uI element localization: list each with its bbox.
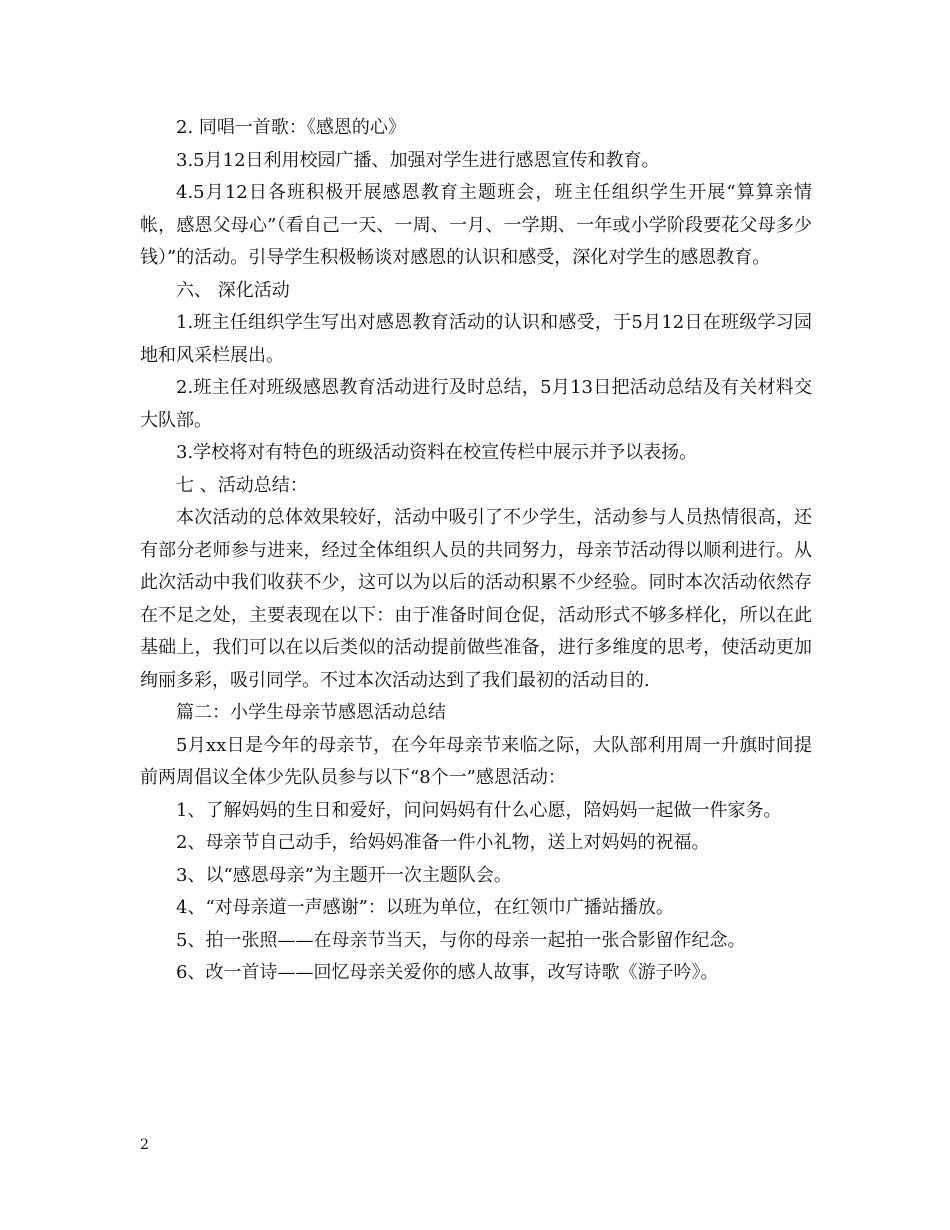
paragraph-timely-summary: 2.班主任对班级感恩教育活动进行及时总结，5月13日把活动总结及有关材料交大队部。	[140, 377, 812, 431]
document-body	[140, 112, 812, 990]
paragraph-write-reflections: 1.班主任组织学生写出对感恩教育活动的认识和感受，于5月12日在班级学习园地和风采栏展出。	[140, 312, 812, 366]
section-heading-deepen-activity: 六、 深化活动	[176, 279, 290, 301]
list-item-small-gift: 2、母亲节自己动手，给妈妈准备一件小礼物，送上对妈妈的祝福。	[176, 832, 710, 853]
list-item-rewrite-poem: 6、改一首诗——回忆母亲关爱你的感人故事，改写诗歌《游子吟》。	[176, 962, 719, 983]
paragraph-summary-body: 本次活动的总体效果较好，活动中吸引了不少学生，活动参与人员热情很高，还有部分老师参与进来，经过全体组织人员的共同努力，母亲节活动得以顺利进行。从此次活动中我们收获不少，这可以为以后的活动积累不少经验。同时本次活动依然存在不足之处，主要表现在以下：由于准备时间仓促，活动形式不够多样化，所以在此基础上，我们可以在以后类似的活动提前做些准备，进行多维度的思考，使活动更加绚丽多彩，吸引同学。不过本次活动达到了我们最初的活动目的.	[140, 507, 812, 691]
section-heading-activity-summary: 七 、活动总结：	[176, 474, 308, 496]
page-number: 2	[140, 1137, 149, 1153]
list-item-team-meeting: 3、以“感恩母亲”为主题开一次主题队会。	[176, 864, 512, 886]
list-item-take-photo: 5、拍一张照——在母亲节当天，与你的母亲一起拍一张合影留作纪念。	[176, 929, 746, 951]
paragraph-class-meeting: 4.5月12日各班积极开展感恩教育主题班会，班主任组织学生开展“算算亲情帐，感恩父母心”（看自己一天、一周、一月、一学期、一年或小学阶段要花父母多少钱）”的活动。引导学生积极畅谈对感恩的认识和感受，深化对学生的感恩教育。	[140, 182, 812, 268]
paragraph-sing-song: 2. 同唱一首歌：《感恩的心》	[176, 117, 406, 138]
paragraph-school-display: 3.学校将对有特色的班级活动资料在校宣传栏中展示并予以表扬。	[176, 442, 698, 463]
paragraph-mothers-day-intro: 5月xx日是今年的母亲节，在今年母亲节来临之际，大队部利用周一升旗时间提前两周倡议全体少先队员参与以下“8个一”感恩活动：	[140, 734, 812, 788]
list-item-say-thanks: 4、“对母亲道一声感谢”：以班为单位，在红领巾广播站播放。	[176, 897, 674, 918]
article-heading-part-two: 篇二：小学生母亲节感恩活动总结	[176, 702, 446, 723]
list-item-birthday-hobby: 1、了解妈妈的生日和爱好，问问妈妈有什么心愿，陪妈妈一起做一件家务。	[176, 799, 782, 821]
paragraph-campus-broadcast: 3.5月12日利用校园广播、加强对学生进行感恩宣传和教育。	[176, 149, 660, 171]
